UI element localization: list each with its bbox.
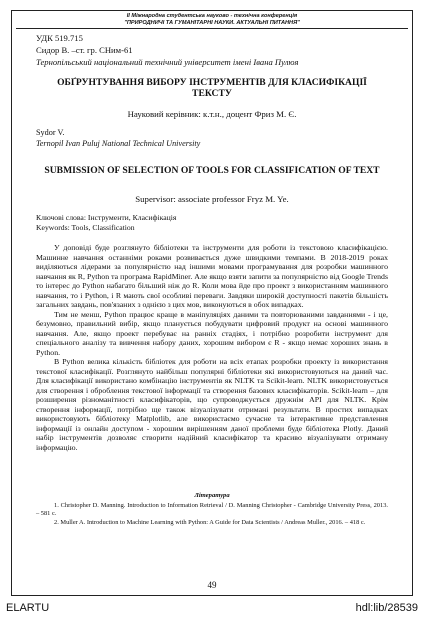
paragraph-1: У доповіді буде розглянуто бібліотеки та інструменти для роботи із текстовою класифікацією. Машинне навчання останніми роками розвивається дуже швидкими темпами. В 2018-2019 роках виділяються лідерами за популярністю над іншими мовами програмування для розробки машинного навчання як R, Python та програма RapidMiner. Але якщо взяти запити за популярністю від Google Trends то інтерес до Python набагато більший ніж до R. Коли мова йде про проект з використанням машинного навчання, то і Python, і R мають свої особливі переваги. Завдяки широкій доступності пакетів більшість загальних завдань, пов'язаних з однією з цих мов, виконуються в обох випадках. xyxy=(36,243,388,309)
page-number: 49 xyxy=(207,580,217,590)
paragraph-3: В Python велика кількість бібліотек для роботи на всіх етапах розробки проекту із використання текстової класифікації. Розглянуто найбільш популярні бібліотеки які використовуються на даний час. Для класифікації використано комбінацію інструментів як NLTK та Scikit-learn. NLTK використовується для створення і оброблення текстової інформації та створення базових класифікаторів. Scikit-learn – для розширення різноманітності класифікаторів, що супроводжується дружнім API для NLTK. Крім створення інформації, потрібно ще також візуалізувати отримані результати. В простих випадках використовують бібліотеку Matplotlib, але використаємо сучасне та інтерактивне представлення інформації із онлайн доступом - хорошим вирішенням даної проблеми буде бібліотека Plotly. Даний набір інструментів дозволяє створити надійний класифікатор та красиво візуалізувати отриману інформацію. xyxy=(36,357,388,452)
author-line: Сидор В. –ст. гр. СНим-61 xyxy=(36,45,133,55)
udk-code: УДК 519.715 xyxy=(36,33,83,43)
paragraph-2: Тим не менш, Python працює краще в маніпуляціях даними та повторюваними завданнями - і це, безумовно, правильний вибір, якщо планується побудувати цифровий продукт на основі машинного навчання. Але, якщо проект перебуває на ранніх стадіях, і потрібно розробити інструмент для спеціального аналізу та вивчення набору даних, хорошим вибором є R - якщо немає хороших знань в Python. xyxy=(36,309,388,357)
repository-footer xyxy=(0,598,424,620)
author-en: Sydor V. xyxy=(36,128,65,137)
reference-item: 1. Christopher D. Manning. Introduction to Information Retrieval / D. Manning Christopher - Cambridge University Press, 2013. – 581 с. xyxy=(36,502,388,517)
title-ua: ОБҐРУНТУВАННЯ ВИБОРУ ІНСТРУМЕНТІВ ДЛЯ КЛАСИФІКАЦІЇ ТЕКСТУ xyxy=(57,77,367,99)
reference-item: 2. Muller A. Introduction to Machine Learning with Python: A Guide for Data Scientists / Andreas Muller., 2016. – 418 c. xyxy=(54,518,366,526)
conference-header-line-2: "ПРИРОДНИЧІ ТА ГУМАНІТАРНІ НАУКИ. АКТУАЛЬНІ ПИТАННЯ" xyxy=(124,19,300,26)
document-page xyxy=(11,10,413,596)
handle-id: hdl:lib/28539 xyxy=(355,602,418,614)
supervisor-ua: Науковий керівник: к.т.н., доцент Фриз М. Є. xyxy=(127,109,297,119)
literature-title: Література xyxy=(194,492,230,499)
header-divider xyxy=(16,28,408,29)
affiliation-ua: Тернопільський національний технічний університет імені Івана Пулюя xyxy=(36,57,299,67)
references-list xyxy=(36,502,388,527)
title-en: SUBMISSION OF SELECTION OF TOOLS FOR CLASSIFICATION OF TEXT xyxy=(44,165,380,176)
keywords-en: Keywords: Tools, Classification xyxy=(36,223,135,232)
body-text xyxy=(36,243,388,452)
supervisor-en: Supervisor: associate professor Fryz M. Ye. xyxy=(135,194,289,204)
conference-header xyxy=(12,13,412,26)
affiliation-en: Ternopil Ivan Puluj National Technical University xyxy=(36,139,201,148)
conference-header-line-1: ІІ Міжнародна студентська науково - технічна конференція xyxy=(126,13,298,19)
repository-name: ELARTU xyxy=(6,602,50,614)
keywords-ua: Ключові слова: Інструменти, Класифікація xyxy=(36,213,177,222)
